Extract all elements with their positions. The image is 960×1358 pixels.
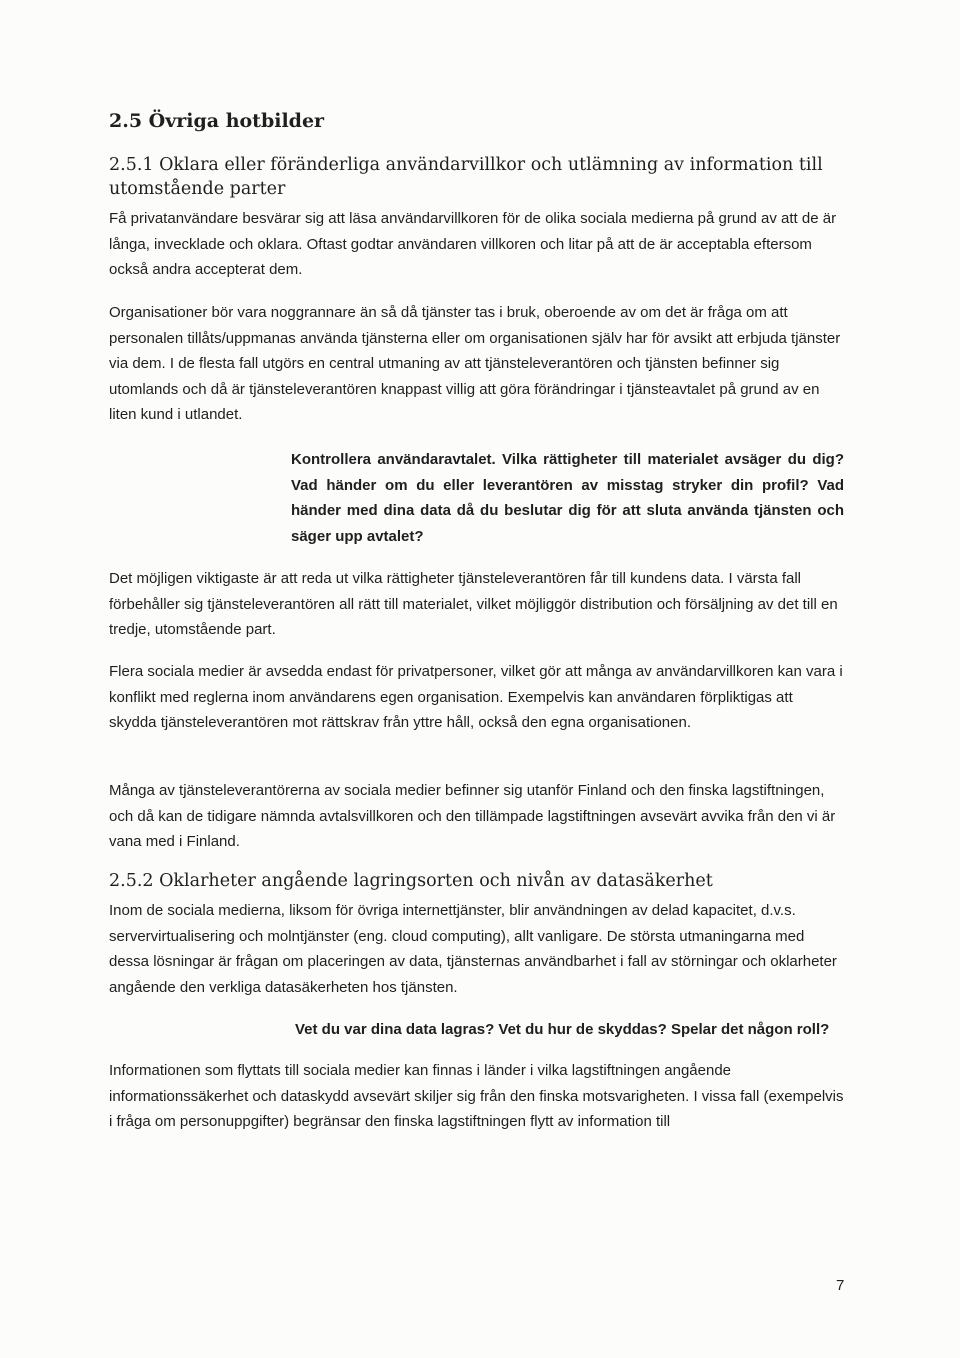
paragraph-private-persons: Flera sociala medier är avsedda endast för privatpersoner, vilket gör att många av användarvillkoren kan vara i konflikt med reglerna inom användarens egen organisation. Exempelvis kan användaren förpliktigas att skydda tjänsteleverantören mot rättskrav från yttre håll, också den egna organisationen. [109, 663, 843, 731]
paragraph-user-terms: Få privatanvändare besvärar sig att läsa användarvillkoren för de olika sociala medierna på grund av att de är långa, invecklade och oklara. Oftast godtar användaren villkoren och litar på att de är acceptabla eftersom också andra accepterat dem. [109, 210, 837, 278]
question-callout-storage: Vet du var dina data lagras? Vet du hur de skyddas? Spelar det någon roll? [295, 1021, 830, 1038]
subsection-heading-2-5-1: 2.5.1 Oklara eller föränderliga användarvillkor och utlämning av information till utomstående parter [109, 155, 823, 199]
paragraph-data-rights: Det möjligen viktigaste är att reda ut vilka rättigheter tjänsteleverantören får till kundens data. I värsta fall förbehåller sig tjänsteleverantören all rätt till materialet, vilket möjliggör distribution och försäljning av det till en tredje, utomstående part. [109, 570, 838, 638]
paragraph-organisations: Organisationer bör vara noggrannare än så då tjänster tas i bruk, oberoende av om det är fråga om att personalen tillåts/uppmanas använda tjänsterna eller om organisationen själv har för avsikt att erbjuda tjänster via dem. I de flesta fall utgörs en central utmaning av att tjänsteleverantören och tjänsten befinner sig utomlands och då är tjänsteleverantören knappast villig att göra förändringar i tjänsteavtalet på grund av en liten kund i utlandet. [109, 304, 841, 423]
question-callout-user-agreement: Kontrollera användaravtalet. Vilka rättigheter till materialet avsäger du dig? Vad händer om du eller leverantören av misstag stryker din profil? Vad händer med dina data då du beslutar dig för att sluta använda tjänsten och säger upp avtalet? [291, 451, 844, 545]
paragraph-outside-finland: Många av tjänsteleverantörerna av sociala medier befinner sig utanför Finland och den finska lagstiftningen, och då kan de tidigare nämnda avtalsvillkoren och den tillämpade lagstiftningen avsevärt avvika från den vi är vana med i Finland. [109, 782, 836, 850]
subsection-heading-2-5-2: 2.5.2 Oklarheter angående lagringsorten och nivån av datasäkerhet [109, 871, 713, 891]
section-heading: 2.5 Övriga hotbilder [109, 110, 325, 132]
page-number: 7 [836, 1277, 845, 1294]
paragraph-legislation: Informationen som flyttats till sociala medier kan finnas i länder i vilka lagstiftningen angående informationssäkerhet och dataskydd avsevärt skiljer sig från den finska motsvarigheten. I vissa fall (exempelvis i fråga om personuppgifter) begränsar den finska lagstiftningen flytt av information till [109, 1062, 844, 1130]
paragraph-cloud-computing: Inom de sociala medierna, liksom för övriga internettjänster, blir användningen av delad kapacitet, d.v.s. servervirtualisering och molntjänster (eng. cloud computing), allt vanligare. De största utmaningarna med dessa lösningar är frågan om placeringen av data, tjänsternas användbarhet i fall av störningar och oklarheter angående den verkliga datasäkerheten hos tjänsten. [109, 902, 837, 996]
